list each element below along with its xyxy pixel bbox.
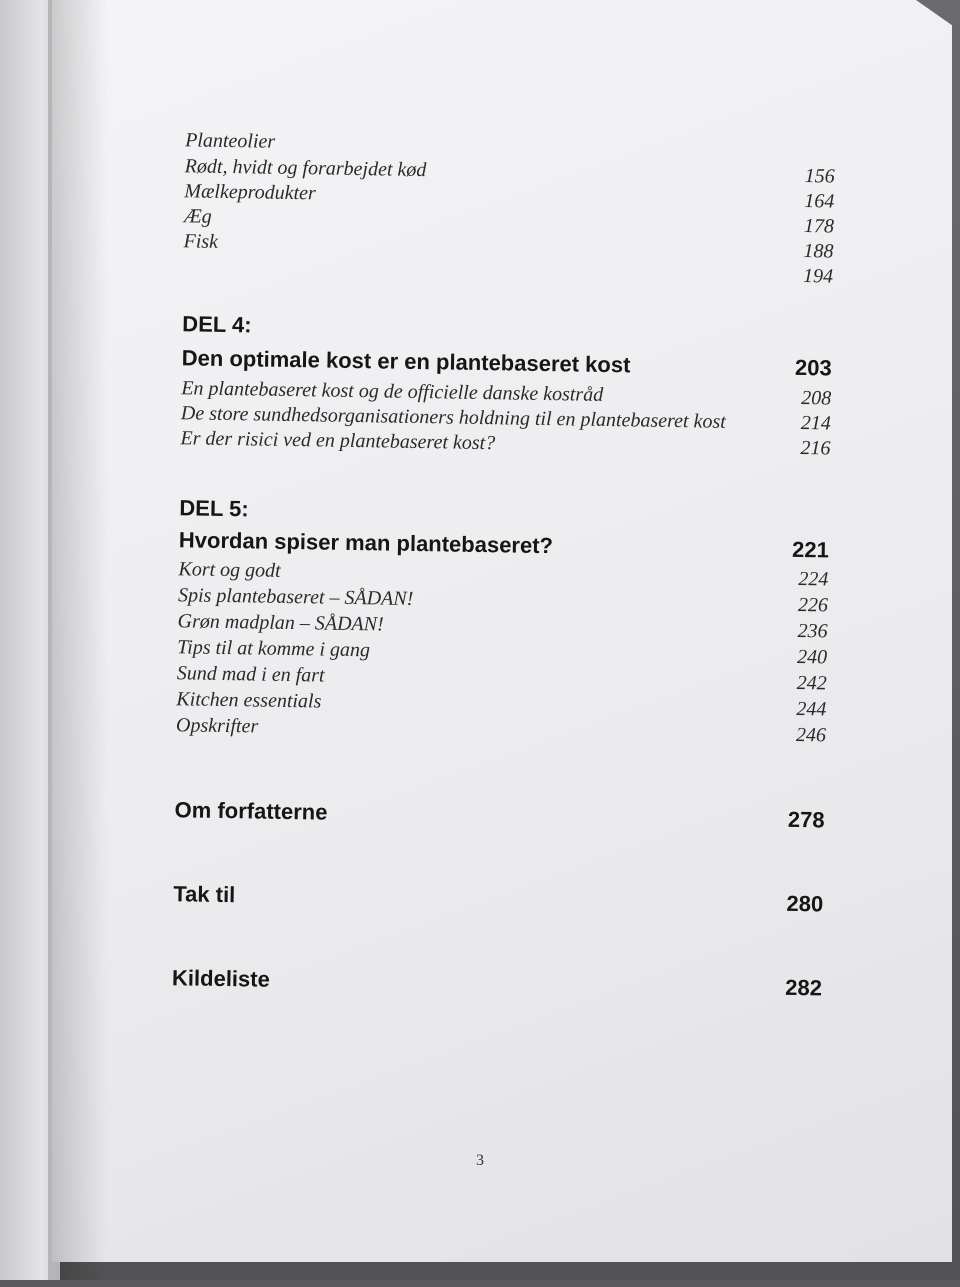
toc-entry-page: 242 (796, 671, 827, 695)
toc-end-section-title: Kildeliste (171, 965, 271, 992)
toc-entry-title: Kitchen essentials (176, 688, 322, 713)
section-heading (182, 345, 832, 381)
toc-entry-page: 188 (803, 240, 834, 263)
toc-entry-page: 164 (804, 190, 835, 213)
toc-end-section (173, 881, 823, 917)
toc-entry-title: Opskrifter (175, 714, 259, 738)
toc-entry-page: 226 (797, 593, 829, 617)
toc-end-section (174, 797, 824, 833)
toc-end-section-title: Tak til (173, 881, 236, 908)
toc-entry-page: 224 (798, 567, 829, 591)
toc-entry-page: 208 (801, 387, 832, 410)
toc-entry-title: Tips til at komme i gang (177, 636, 371, 662)
toc-end-section-page: 278 (787, 806, 825, 833)
toc-entry-title: Grøn madplan – SÅDAN! (177, 610, 384, 636)
toc-entry-title: Æg (183, 205, 212, 228)
toc-entry-page: 246 (795, 723, 827, 747)
toc-entry-title: Sund mad i en fart (176, 662, 325, 687)
toc-entry-title: Rødt, hvidt og forarbejdet kød (184, 155, 427, 182)
section-label (179, 495, 829, 531)
toc-entry-title: Spis plantebaseret – SÅDAN! (177, 584, 414, 610)
section-heading (179, 527, 829, 563)
toc-entry-page: 240 (796, 645, 828, 669)
toc-end-section-title: Om forfatterne (174, 797, 328, 825)
toc-entry-page: 156 (804, 165, 835, 188)
toc-entry-page: 236 (797, 619, 828, 643)
toc-entry-title: Mælkeprodukter (184, 180, 316, 205)
section-label (182, 311, 832, 347)
toc-entry-page: 244 (796, 697, 827, 721)
toc-entry-title: De store sundhedsorganisationers holdning til en plantebaseret kost (180, 402, 726, 433)
toc-end-section-page: 280 (786, 890, 824, 917)
section-heading-text: Hvordan spiser man plantebaseret? (178, 527, 554, 559)
toc-entry-page: 214 (800, 412, 831, 435)
section-heading-text: Den optimale kost er en plantebaseret kost (181, 345, 631, 378)
toc-entry-page: 216 (800, 437, 831, 460)
toc-entry-page: 178 (803, 215, 835, 238)
toc-entry-title: Fisk (183, 230, 219, 253)
toc-end-section (172, 965, 822, 1001)
section-heading-page: 203 (794, 354, 832, 381)
section-label-text: DEL 5: (179, 495, 249, 522)
page-number: 3 (476, 1152, 484, 1169)
toc-entry-page: 194 (802, 265, 834, 288)
section-label-text: DEL 4: (182, 311, 252, 338)
section-heading-page: 221 (791, 536, 830, 563)
toc-entry-title: En plantebaseret kost og de officielle danske kostråd (181, 377, 604, 406)
toc-entry-title: Kort og godt (178, 558, 281, 582)
toc-entry-title: Planteolier (185, 129, 276, 153)
toc-end-section-page: 282 (785, 974, 823, 1001)
toc-entry-title: Er der risici ved en plantebaseret kost? (180, 427, 496, 455)
